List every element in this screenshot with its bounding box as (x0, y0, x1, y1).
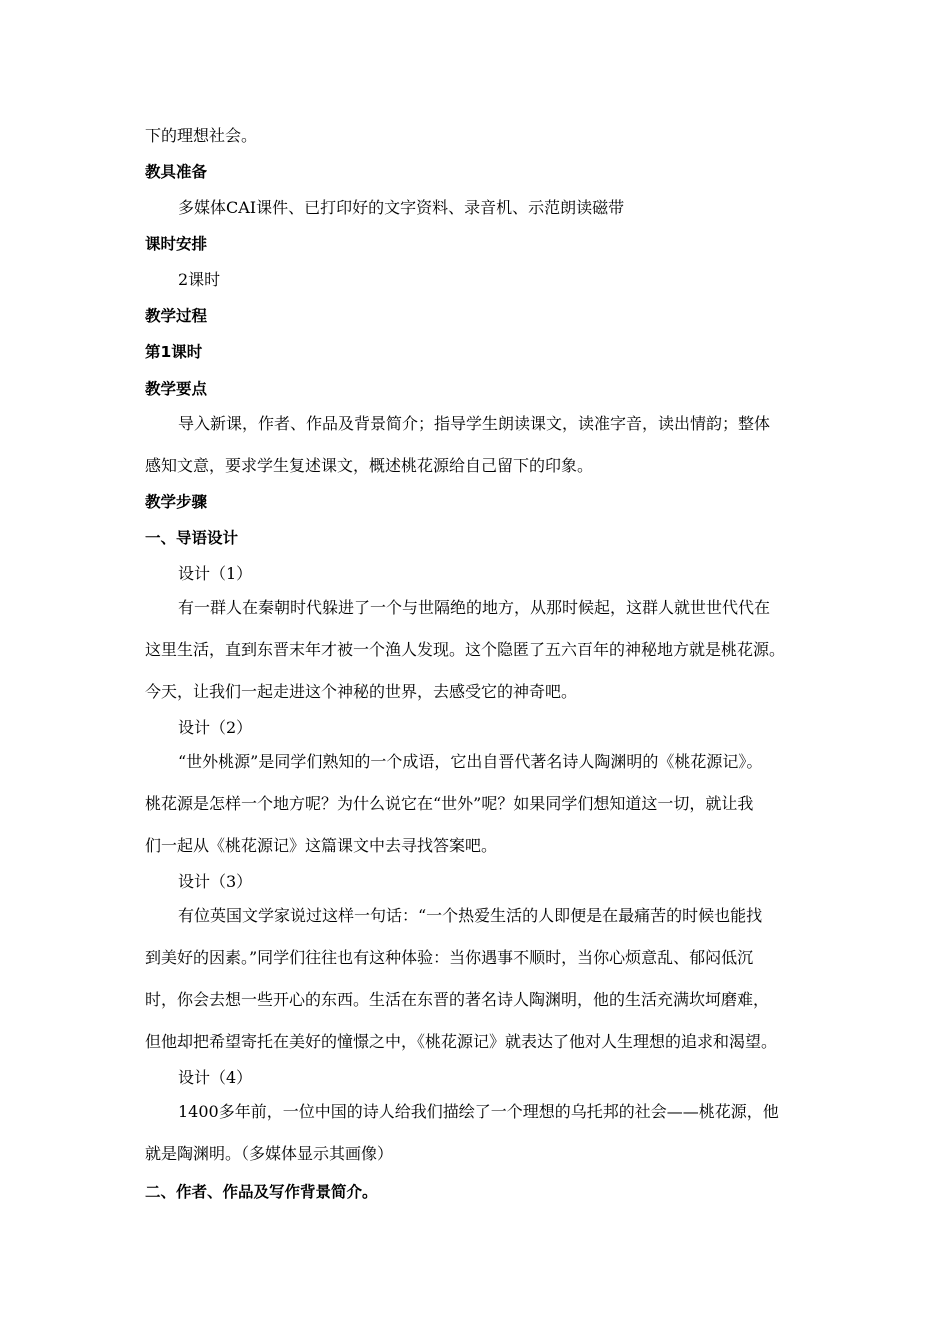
paragraph-line: 有一群人在秦朝时代躲进了一个与世隔绝的地方，从那时候起，这群人就世世代代在 (178, 598, 771, 617)
paragraph-line: 这里生活，直到东晋末年才被一个渔人发现。这个隐匿了五六百年的神秘地方就是桃花源。 (145, 640, 786, 659)
paragraph-line: 1400多年前，一位中国的诗人给我们描绘了一个理想的乌托邦的社会——桃花源，他 (178, 1102, 779, 1121)
design-label: 设计（4） (178, 1068, 253, 1087)
paragraph-line: 感知文意，要求学生复述课文，概述桃花源给自己留下的印象。 (145, 456, 594, 475)
paragraph-line: 下的理想社会。 (145, 126, 258, 145)
section-heading-teaching-aids: 教具准备 (145, 163, 208, 181)
paragraph-line: 2课时 (178, 270, 221, 289)
paragraph-line: 导入新课，作者、作品及背景简介；指导学生朗读课文，读准字音，读出情韵；整体 (178, 414, 771, 433)
section-heading-schedule: 课时安排 (145, 235, 208, 253)
section-heading-author-intro: 二、作者、作品及写作背景简介。 (145, 1183, 378, 1201)
paragraph-line: 有位英国文学家说过这样一句话：“一个热爱生活的人即便是在最痛苦的时候也能找 (178, 906, 763, 925)
paragraph-line: 们一起从《桃花源记》这篇课文中去寻找答案吧。 (145, 836, 498, 855)
design-label: 设计（3） (178, 872, 253, 891)
section-heading-intro-design: 一、导语设计 (145, 529, 239, 547)
paragraph-line: 时，你会去想一些开心的东西。生活在东晋的著名诗人陶渊明，他的生活充满坎坷磨难， (145, 990, 770, 1009)
design-label: 设计（1） (178, 564, 253, 583)
section-heading-lesson-1: 第1课时 (145, 343, 203, 361)
design-label: 设计（2） (178, 718, 253, 737)
section-heading-key-points: 教学要点 (145, 380, 208, 398)
paragraph-line: 桃花源是怎样一个地方呢？为什么说它在“世外”呢？如果同学们想知道这一切，就让我 (145, 794, 754, 813)
paragraph-line: 今天，让我们一起走进这个神秘的世界，去感受它的神奇吧。 (145, 682, 578, 701)
paragraph-line: 到美好的因素。”同学们往往也有这种体验：当你遇事不顺时，当你心烦意乱、郁闷低沉 (145, 948, 754, 967)
paragraph-line: “世外桃源”是同学们熟知的一个成语，它出自晋代著名诗人陶渊明的《桃花源记》。 (178, 752, 763, 771)
section-heading-steps: 教学步骤 (145, 493, 208, 511)
section-heading-process: 教学过程 (145, 307, 208, 325)
paragraph-line: 但他却把希望寄托在美好的憧憬之中，《桃花源记》就表达了他对人生理想的追求和渴望。 (145, 1032, 778, 1051)
paragraph-line: 就是陶渊明。（多媒体显示其画像） (145, 1144, 394, 1163)
paragraph-line: 多媒体CAI课件、已打印好的文字资料、录音机、示范朗读磁带 (178, 198, 625, 217)
